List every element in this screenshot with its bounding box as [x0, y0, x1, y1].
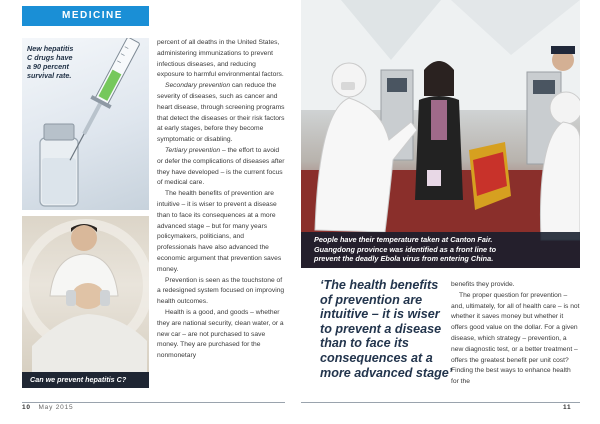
doctor-patient-image — [22, 216, 149, 388]
paragraph-text: can reduce the severity of diseases, such as cancer and heart disease, through screening programs that detect the diseases or their risk factors at early stages, before they become symptomatic or disabling. — [157, 82, 285, 144]
folio-left — [22, 404, 73, 411]
page-number-right: 11 — [563, 404, 572, 411]
issue-date: May 2015 — [38, 404, 74, 411]
pull-quote — [320, 278, 453, 380]
caption-line: New hepatitis — [27, 44, 74, 53]
pull-quote-line: intuitive – it is wiser — [320, 307, 440, 322]
paragraph: The health benefits of prevention are intuitive – it is wiser to prevent a disease than to face its consequences at a more advanced stage – but for many years policymakers, politicians, and professionals have also advanced the economic argument that prevention saves money. — [157, 190, 282, 273]
paragraph — [157, 81, 285, 146]
article-column-right — [451, 280, 580, 388]
caption-line: Guangdong province was identified as a front line to — [314, 244, 497, 254]
pull-quote-line: of prevention are — [320, 292, 423, 307]
page-number-left: 10 — [22, 404, 31, 411]
caption-line: a 90 percent — [27, 62, 69, 71]
pull-quote-line: consequences at a — [320, 350, 433, 365]
folio-right — [563, 404, 571, 411]
image-caption-hepatitis-drugs — [27, 44, 97, 80]
emphasis-term: Secondary prevention — [165, 82, 231, 90]
caption-line: prevent the deadly Ebola virus from entering China. — [314, 254, 494, 263]
section-label: MEDICINE — [22, 6, 149, 26]
pull-quote-line: than to face its — [320, 336, 409, 351]
emphasis-term: Tertiary prevention — [165, 146, 221, 154]
article-column-left — [157, 38, 285, 362]
paragraph: Health is a good, and goods – whether they are national security, clean water, or a new car – are not purchased to save money. They are purchased for the nonmonetary — [157, 308, 284, 360]
paragraph: The proper question for prevention – and, ultimately, for all of health care – is not whether it saves money but whether it offers good value on the dollar. For a given disease, which strategy – prevention, a new diagnostic test, or a better treatment – offers the greatest benefit per unit cost? Finding the best ways to enhance health for the — [451, 291, 580, 386]
pull-quote-line: more advanced stage’ — [320, 365, 453, 380]
paragraph: percent of all deaths in the United States, administering immunizations to prevent infectious diseases, and reducing exposure to harmful environmental factors. — [157, 39, 284, 79]
canton-fair-photo — [301, 0, 580, 268]
paragraph: benefits they provide. — [451, 281, 515, 288]
caption-line: survival rate. — [27, 71, 72, 80]
paragraph-text: – the effort to avoid or defer the complications of diseases after they have developed – is the current focus of medical care. — [157, 146, 285, 187]
pull-quote-line: ‘The health benefits — [320, 278, 439, 292]
paragraph: Prevention is seen as the touchstone of a redesigned system focused on improving health outcomes. — [157, 276, 285, 306]
image-caption-prevent-hepatitis: Can we prevent hepatitis C? — [22, 372, 149, 388]
caption-line: People have their temperature taken at Canton Fair. — [314, 235, 493, 244]
footer-rule-right — [301, 402, 580, 403]
footer-rule-left — [22, 402, 285, 403]
temperature-check-illustration — [301, 0, 580, 268]
pull-quote-line: to prevent a disease — [320, 321, 442, 336]
caption-line: C drugs have — [27, 53, 73, 62]
paragraph — [157, 146, 285, 189]
photo-caption — [301, 232, 580, 268]
doctor-patient-illustration — [22, 216, 149, 388]
